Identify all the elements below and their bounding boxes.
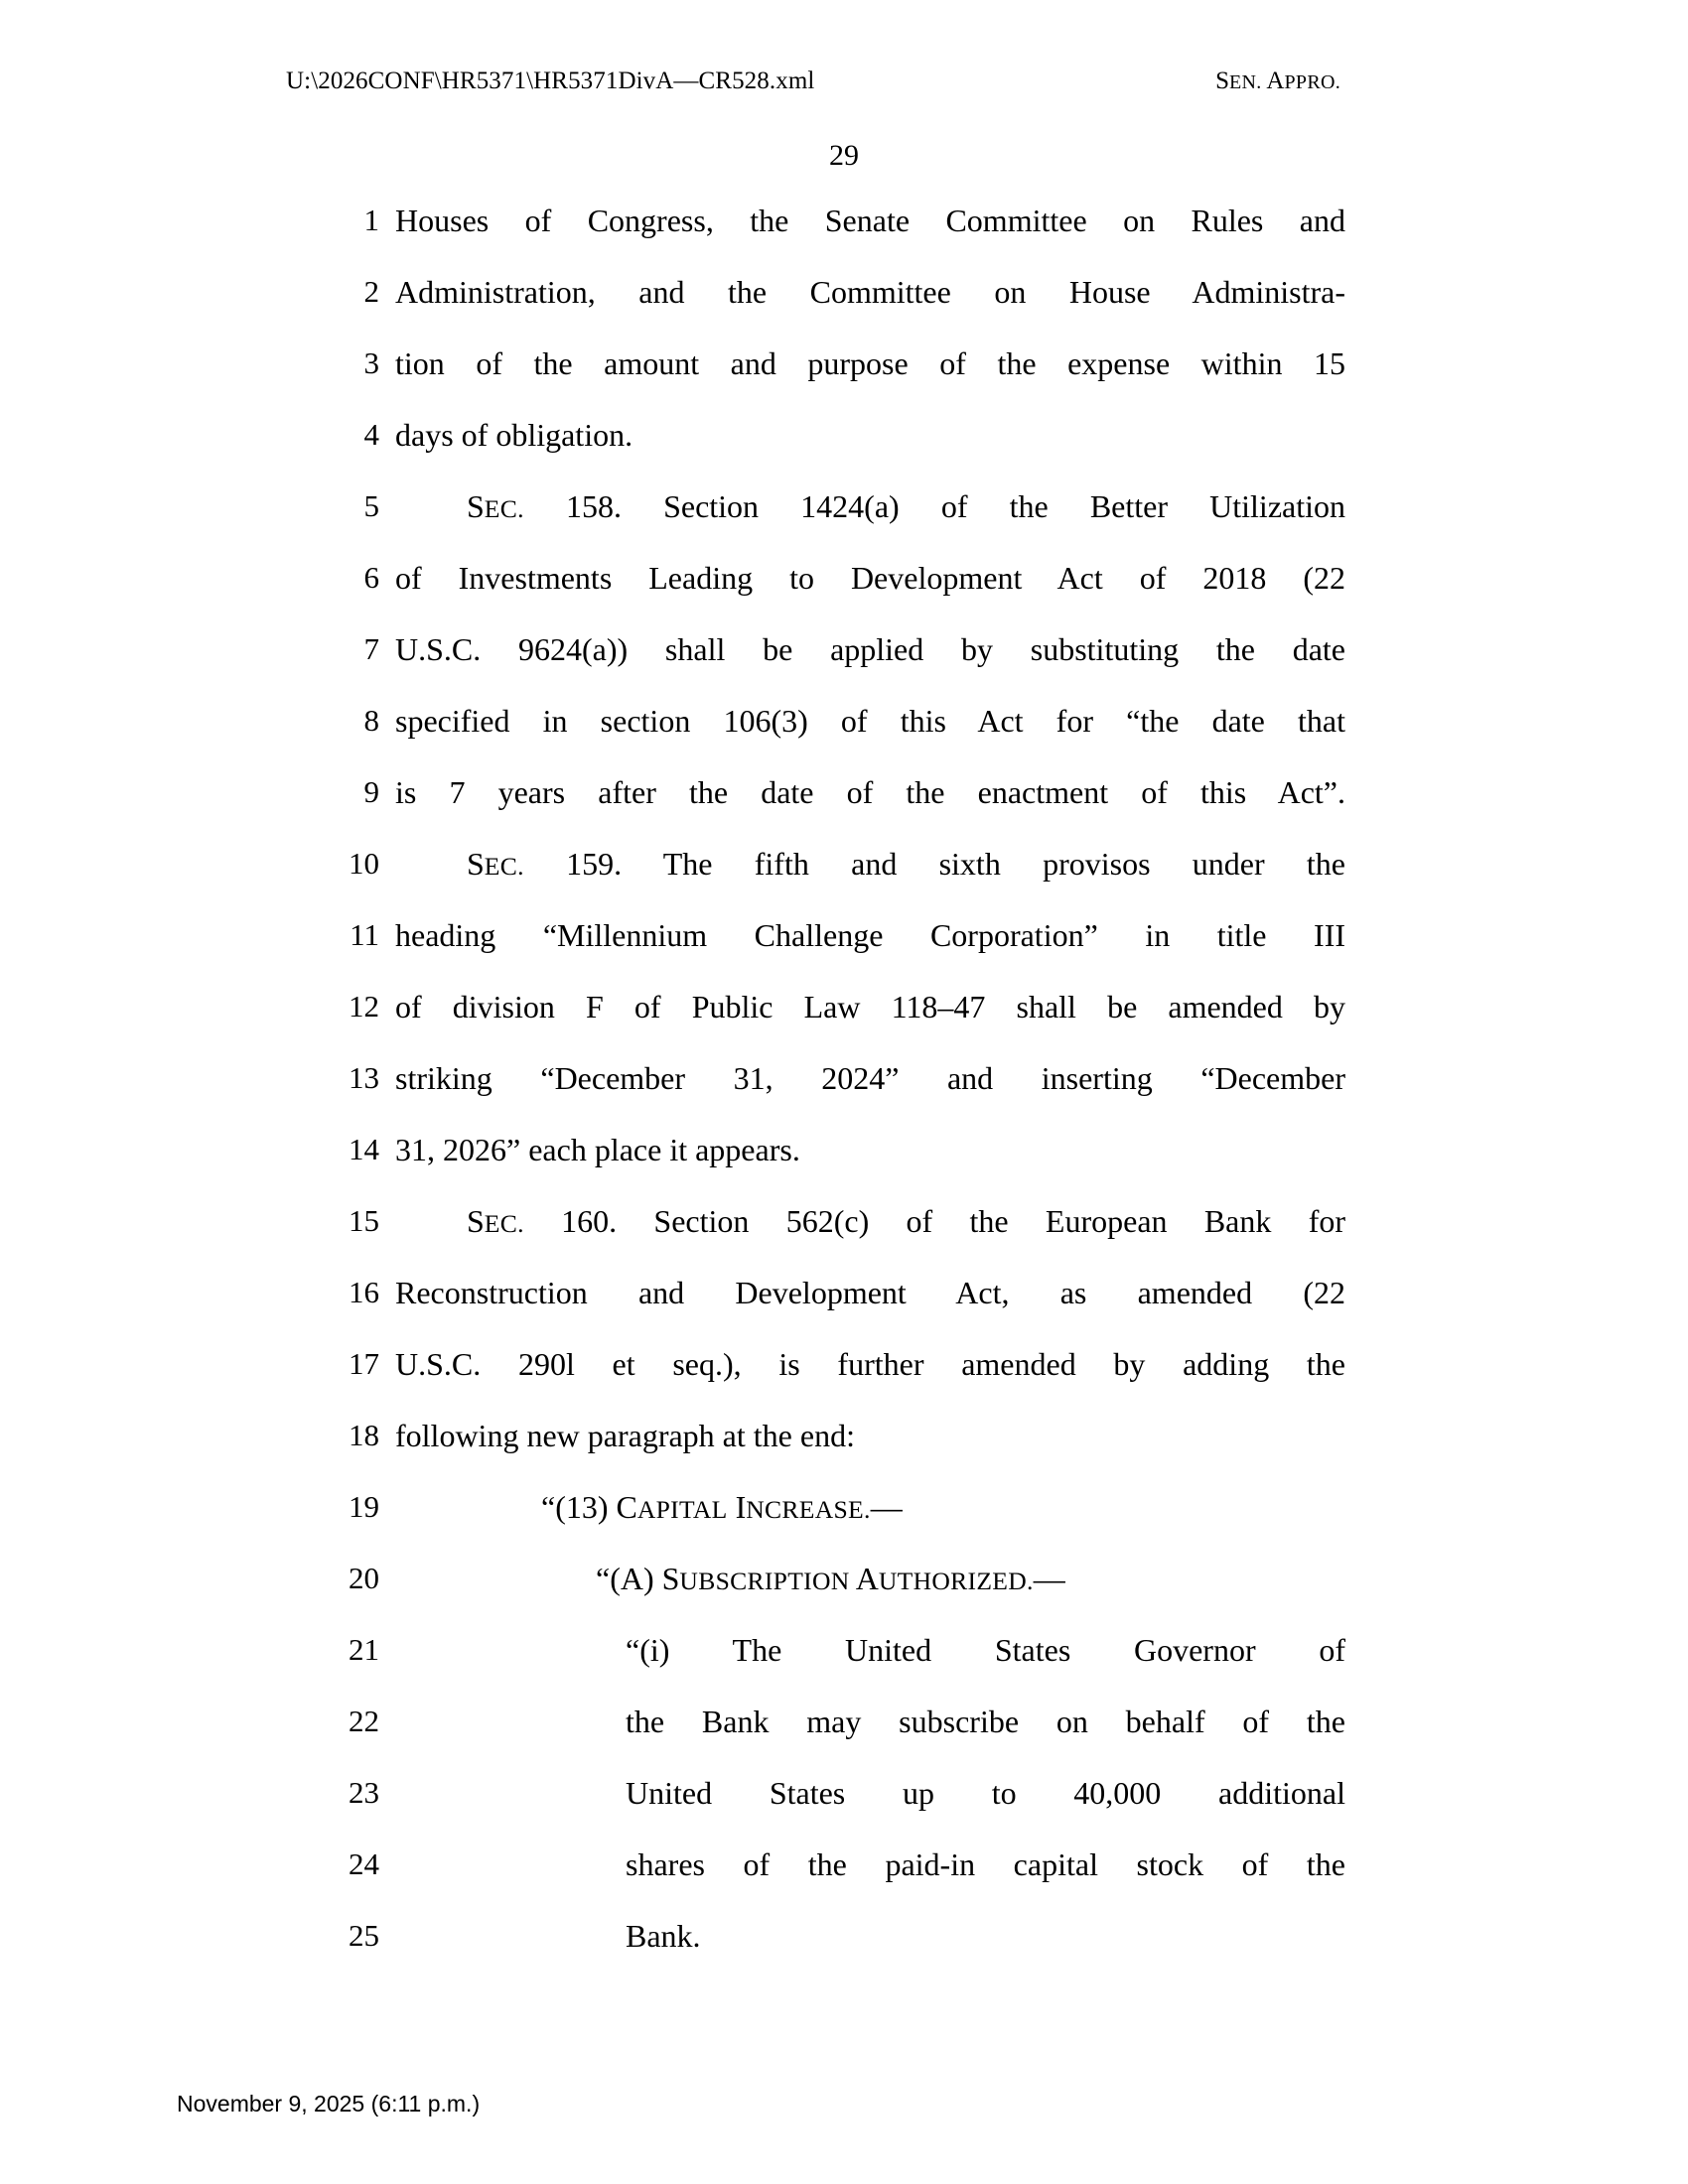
line-number: 2 (363, 274, 379, 309)
line-text: tion of the amount and purpose of the expense within 15 (395, 345, 1345, 381)
line-text: following new paragraph at the end: (395, 1418, 855, 1453)
text-line (0, 1338, 1688, 1410)
line-number: 14 (349, 1132, 379, 1166)
line-number: 9 (363, 774, 379, 809)
text-line (0, 1767, 1688, 1839)
line-text: SEC. 159. The fifth and sixth provisos under the (467, 846, 1345, 882)
text-line (0, 1195, 1688, 1267)
text-line (0, 623, 1688, 695)
line-text: 31, 2026” each place it appears. (395, 1132, 800, 1167)
line-text: SEC. 158. Section 1424(a) of the Better Utilization (467, 488, 1345, 524)
line-text: the Bank may subscribe on behalf of the (626, 1704, 1345, 1739)
line-number: 21 (349, 1632, 379, 1667)
source-file-path: U:\2026CONF\HR5371\HR5371DivA—CR528.xml (286, 68, 815, 94)
line-text: U.S.C. 290l et seq.), is further amended by adding the (395, 1346, 1345, 1382)
text-line (0, 1410, 1688, 1481)
line-number: 25 (349, 1918, 379, 1953)
line-number: 19 (349, 1489, 379, 1524)
line-number: 1 (363, 203, 379, 237)
text-line (0, 266, 1688, 338)
line-text: U.S.C. 9624(a)) shall be applied by substituting the date (395, 631, 1345, 667)
footer-timestamp: November 9, 2025 (6:11 p.m.) (177, 2091, 481, 2116)
line-text: “(i) The United States Governor of (626, 1632, 1345, 1668)
line-number: 4 (363, 417, 379, 452)
text-line (0, 1696, 1688, 1767)
line-text: specified in section 106(3) of this Act for “the date that (395, 703, 1345, 739)
line-number: 20 (349, 1561, 379, 1595)
line-text: United States up to 40,000 additional (626, 1775, 1345, 1811)
text-line (0, 1624, 1688, 1696)
line-text: Reconstruction and Development Act, as amended (22 (395, 1275, 1345, 1310)
line-text: of Investments Leading to Development Act of 2018 (22 (395, 560, 1345, 596)
line-number: 22 (349, 1704, 379, 1738)
text-line (0, 480, 1688, 552)
line-number: 12 (349, 989, 379, 1024)
text-line (0, 1553, 1688, 1624)
line-number: 15 (349, 1203, 379, 1238)
line-number: 8 (363, 703, 379, 738)
line-number: 7 (363, 631, 379, 666)
line-text: shares of the paid-in capital stock of the (626, 1846, 1345, 1882)
text-line (0, 552, 1688, 623)
line-number: 6 (363, 560, 379, 595)
text-line (0, 695, 1688, 766)
line-number: 16 (349, 1275, 379, 1309)
text-line (0, 766, 1688, 838)
line-number: 17 (349, 1346, 379, 1381)
line-number: 18 (349, 1418, 379, 1452)
running-head (0, 68, 1688, 101)
text-line (0, 981, 1688, 1052)
text-line (0, 1124, 1688, 1195)
text-line (0, 338, 1688, 409)
line-text: SEC. 160. Section 562(c) of the European Bank for (467, 1203, 1345, 1239)
line-text: “(A) SUBSCRIPTION AUTHORIZED.— (596, 1561, 1065, 1596)
line-text: “(13) CAPITAL INCREASE.— (541, 1489, 903, 1525)
chamber-designation (1215, 68, 1340, 95)
line-text: striking “December 31, 2024” and inserting “December (395, 1060, 1345, 1096)
line-text: of division F of Public Law 118–47 shall be amended by (395, 989, 1345, 1024)
text-line (0, 1481, 1688, 1553)
line-number: 11 (350, 917, 379, 952)
line-number: 3 (363, 345, 379, 380)
text-line (0, 1910, 1688, 1981)
text-line (0, 1267, 1688, 1338)
line-text: Bank. (626, 1918, 701, 1954)
page-number: 29 (829, 139, 859, 172)
text-line (0, 1839, 1688, 1910)
text-line (0, 838, 1688, 909)
line-number: 23 (349, 1775, 379, 1810)
text-line (0, 1052, 1688, 1124)
line-text: Houses of Congress, the Senate Committee on Rules and (395, 203, 1345, 238)
chamber-designation-text: SEN. APPRO. (1215, 68, 1340, 94)
line-text: heading “Millennium Challenge Corporation” in title III (395, 917, 1345, 953)
text-line (0, 409, 1688, 480)
text-line (0, 195, 1688, 266)
line-text: Administration, and the Committee on House Administra- (395, 274, 1345, 310)
line-number: 13 (349, 1060, 379, 1095)
line-text: days of obligation. (395, 417, 633, 453)
line-number: 10 (349, 846, 379, 881)
line-number: 5 (363, 488, 379, 523)
bill-text-body (0, 195, 1688, 1981)
line-text: is 7 years after the date of the enactment of this Act”. (395, 774, 1345, 810)
text-line (0, 909, 1688, 981)
line-number: 24 (349, 1846, 379, 1881)
